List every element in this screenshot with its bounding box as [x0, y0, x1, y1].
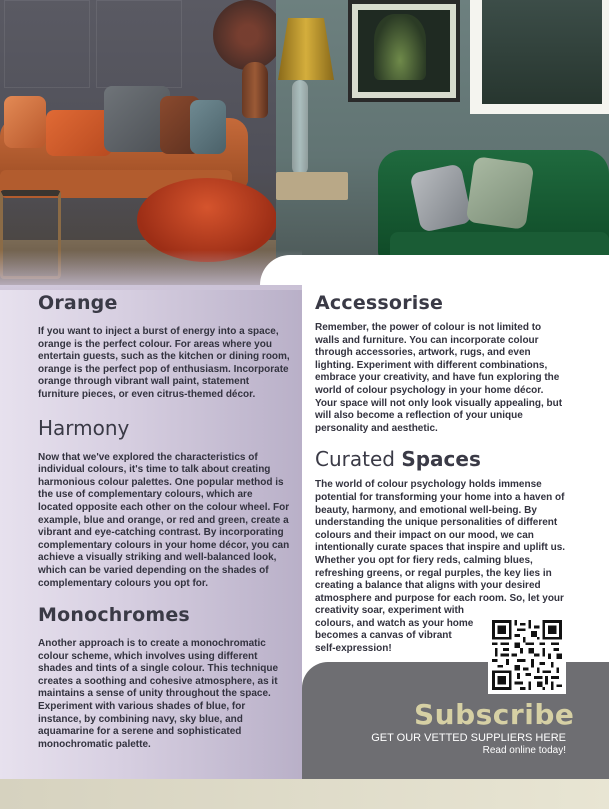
landscape-artwork	[482, 0, 602, 104]
paragraph-monochromes: Another approach is to create a monochromatic colour scheme, which involves using different shades and tints of a single colour. This technique creates a soothing and cohesive atmosphere, as it maintains a sense of unity throughout the space. Experiment with various shades of blue, for instance, by combining navy, sky blue, and aquamarine for a serene and sophisticated monochromatic palette.	[38, 638, 279, 750]
subscribe-title[interactable]: Subscribe	[414, 698, 575, 731]
paragraph-curated-spaces: The world of colour psychology holds immense potential for transforming your home into a haven of beauty, harmony, and emotional well-being. By understanding the unique personalities of different colours and their impact on our mood, we can intentionally curate spaces that inspire and uplift us. Whether you opt for fiery reds, calming blues, refreshing greens, or regal purples, the key lies in creating a balance that aligns with your desired atmosphere and purpose for each room. So, let your creativity soar, experiment with	[315, 479, 566, 617]
heading-monochromes: Monochromes	[38, 604, 190, 627]
heading-orange: Orange	[38, 292, 118, 314]
paragraph-orange: If you want to inject a burst of energy into a space, orange is the perfect colour. For areas where you entertain guests, such as the kitchen or dining room, orange is the perfect pop of enthusiasm. Incorporate orange through vibrant wall paint, statement furniture pieces, or even citrus-themed décor.	[38, 326, 290, 400]
dried-plant	[213, 0, 283, 70]
cushion	[46, 110, 112, 156]
read-online-link[interactable]: Read online today!	[482, 745, 566, 756]
heading-accessorise: Accessorise	[315, 292, 444, 314]
paragraph-accessorise: Remember, the power of colour is not limited to walls and furniture. You can incorporate colour through accessories, artwork, rugs, and even lighting. Experiment with different combinations, embrace your creativity, and have fun exploring the world of colour psychology in your home décor. Your space will not only look visually appealing, but will also become a reflection of your unique personality and aesthetic.	[315, 322, 563, 434]
qr-code-icon	[492, 620, 562, 690]
wall-panel	[4, 0, 90, 88]
hero-photo	[0, 0, 609, 285]
suppliers-link[interactable]: GET OUR VETTED SUPPLIERS HERE	[371, 732, 566, 744]
white-curve	[260, 255, 609, 285]
heading-curated-word: Curated	[315, 447, 402, 472]
wall-panel	[96, 0, 182, 88]
footer-band	[0, 779, 609, 809]
sage-cushion	[466, 156, 535, 230]
vase	[242, 62, 268, 118]
cushion	[4, 96, 46, 148]
console-table	[276, 172, 348, 200]
glass-lamp-base	[292, 80, 308, 175]
qr-code[interactable]	[488, 616, 566, 694]
living-room-orange-scene	[0, 0, 276, 285]
hero-fade	[0, 250, 302, 290]
pineapple-artwork	[374, 14, 426, 80]
heading-spaces-word: Spaces	[401, 447, 481, 472]
cushion	[190, 100, 226, 154]
left-column	[38, 290, 290, 751]
paragraph-harmony: Now that we've explored the characteristics of individual colours, it's time to talk about creating harmonious colour palettes. One popular method is the use of complementary colours, which are located opposite each other on the colour wheel. For example, blue and orange, or red and green, create a vibrant and eye-catching contrast. By incorporating complementary colours in your home décor, you can achieve a visually striking and well-balanced look, which can be varied depending on the shades of complementary colours you opt for.	[38, 451, 290, 589]
right-column	[315, 290, 567, 656]
heading-curated-spaces	[315, 447, 567, 471]
paragraph-curated-spaces-end: colours, and watch as your home becomes a canvas of vibrant self-expression!	[315, 617, 474, 655]
heading-harmony: Harmony	[38, 415, 130, 440]
